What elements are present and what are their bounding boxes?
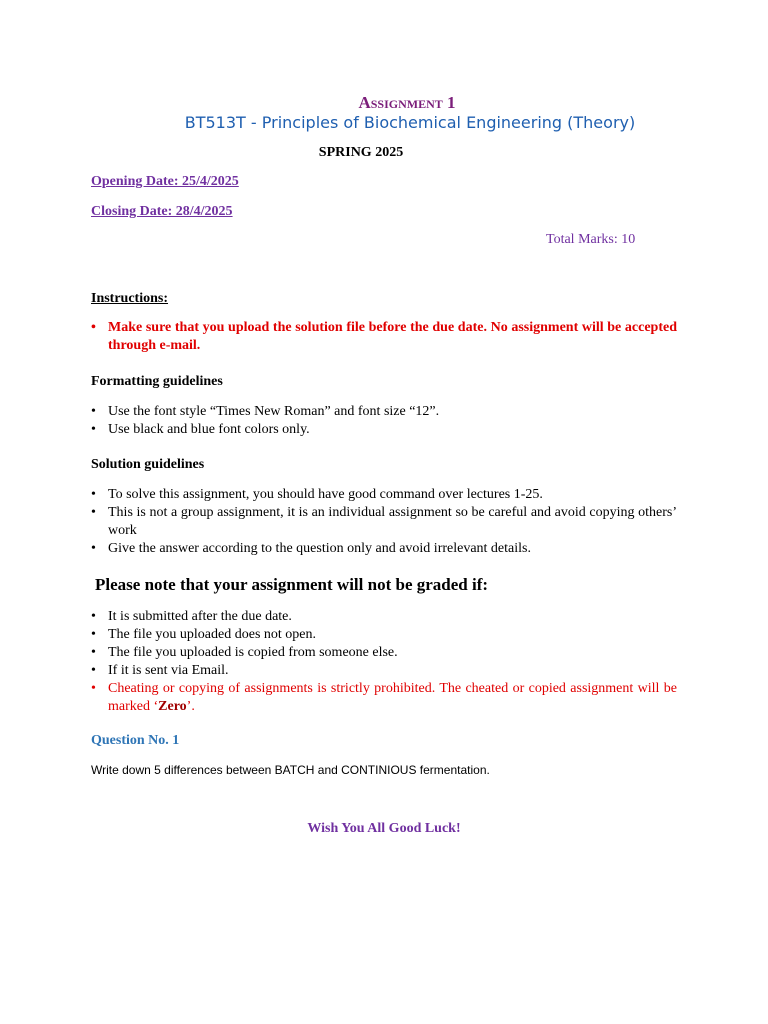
list-item [91, 403, 677, 421]
closing-date: Closing Date: 28/4/2025 [91, 204, 233, 219]
solution-text: Give the answer according to the question only and avoid irrelevant details. [108, 541, 531, 556]
bullet-icon: • [91, 541, 96, 556]
list-item [91, 626, 677, 644]
zero-mark: Zero [158, 699, 187, 714]
closing-message: Wish You All Good Luck! [307, 821, 461, 836]
grading-text: The file you uploaded does not open. [108, 627, 317, 642]
bullet-icon: • [91, 645, 96, 660]
bullet-icon: • [91, 609, 96, 624]
list-item [91, 486, 677, 504]
solution-text: This is not a group assignment, it is an individual assignment so be careful and avoid copying others’ work [108, 505, 677, 538]
grading-text: The file you uploaded is copied from someone else. [108, 645, 398, 660]
formatting-heading: Formatting guidelines [91, 374, 223, 389]
instructions-list [91, 319, 677, 355]
bullet-icon: • [91, 663, 96, 678]
formatting-text: Use the font style “Times New Roman” and font size “12”. [108, 404, 440, 419]
solution-text: To solve this assignment, you should have good command over lectures 1-25. [108, 487, 543, 502]
list-item [91, 319, 677, 355]
list-item [91, 662, 677, 680]
question-text: Write down 5 differences between BATCH and CONTINIOUS fermentation. [91, 763, 490, 777]
solution-list [91, 486, 677, 558]
bullet-icon: • [91, 320, 96, 335]
assignment-title: Assignment 1 [358, 93, 456, 112]
bullet-icon: • [91, 422, 96, 437]
bullet-icon: • [91, 505, 96, 520]
total-marks: Total Marks: 10 [546, 232, 636, 247]
list-item [91, 504, 677, 540]
opening-date: Opening Date: 25/4/2025 [91, 174, 239, 189]
formatting-text: Use black and blue font colors only. [108, 422, 310, 437]
list-item [91, 644, 677, 662]
list-item [91, 421, 677, 439]
formatting-list [91, 403, 677, 439]
bullet-icon: • [91, 487, 96, 502]
solution-heading: Solution guidelines [91, 457, 205, 472]
question-heading: Question No. 1 [91, 733, 180, 748]
warning-end: ’. [186, 699, 195, 714]
instruction-text: Make sure that you upload the solution file before the due date. No assignment will be accepted through e-mail. [108, 320, 677, 353]
warning-text: Cheating or copying of assignments is strictly prohibited. The cheated or copied assignment will be marked ‘ [108, 681, 677, 714]
instructions-heading: Instructions: [91, 291, 169, 306]
list-item [91, 540, 677, 558]
grading-text: It is submitted after the due date. [108, 609, 292, 624]
list-item [91, 680, 677, 716]
term-label: SPRING 2025 [318, 145, 404, 160]
grading-heading: Please note that your assignment will not be graded if: [95, 575, 489, 594]
grading-text: If it is sent via Email. [108, 663, 229, 678]
list-item [91, 608, 677, 626]
bullet-icon: • [91, 404, 96, 419]
bullet-icon: • [91, 681, 96, 696]
grading-list [91, 608, 677, 716]
bullet-icon: • [91, 627, 96, 642]
course-title: BT513T - Principles of Biochemical Engineering (Theory) [184, 113, 636, 132]
